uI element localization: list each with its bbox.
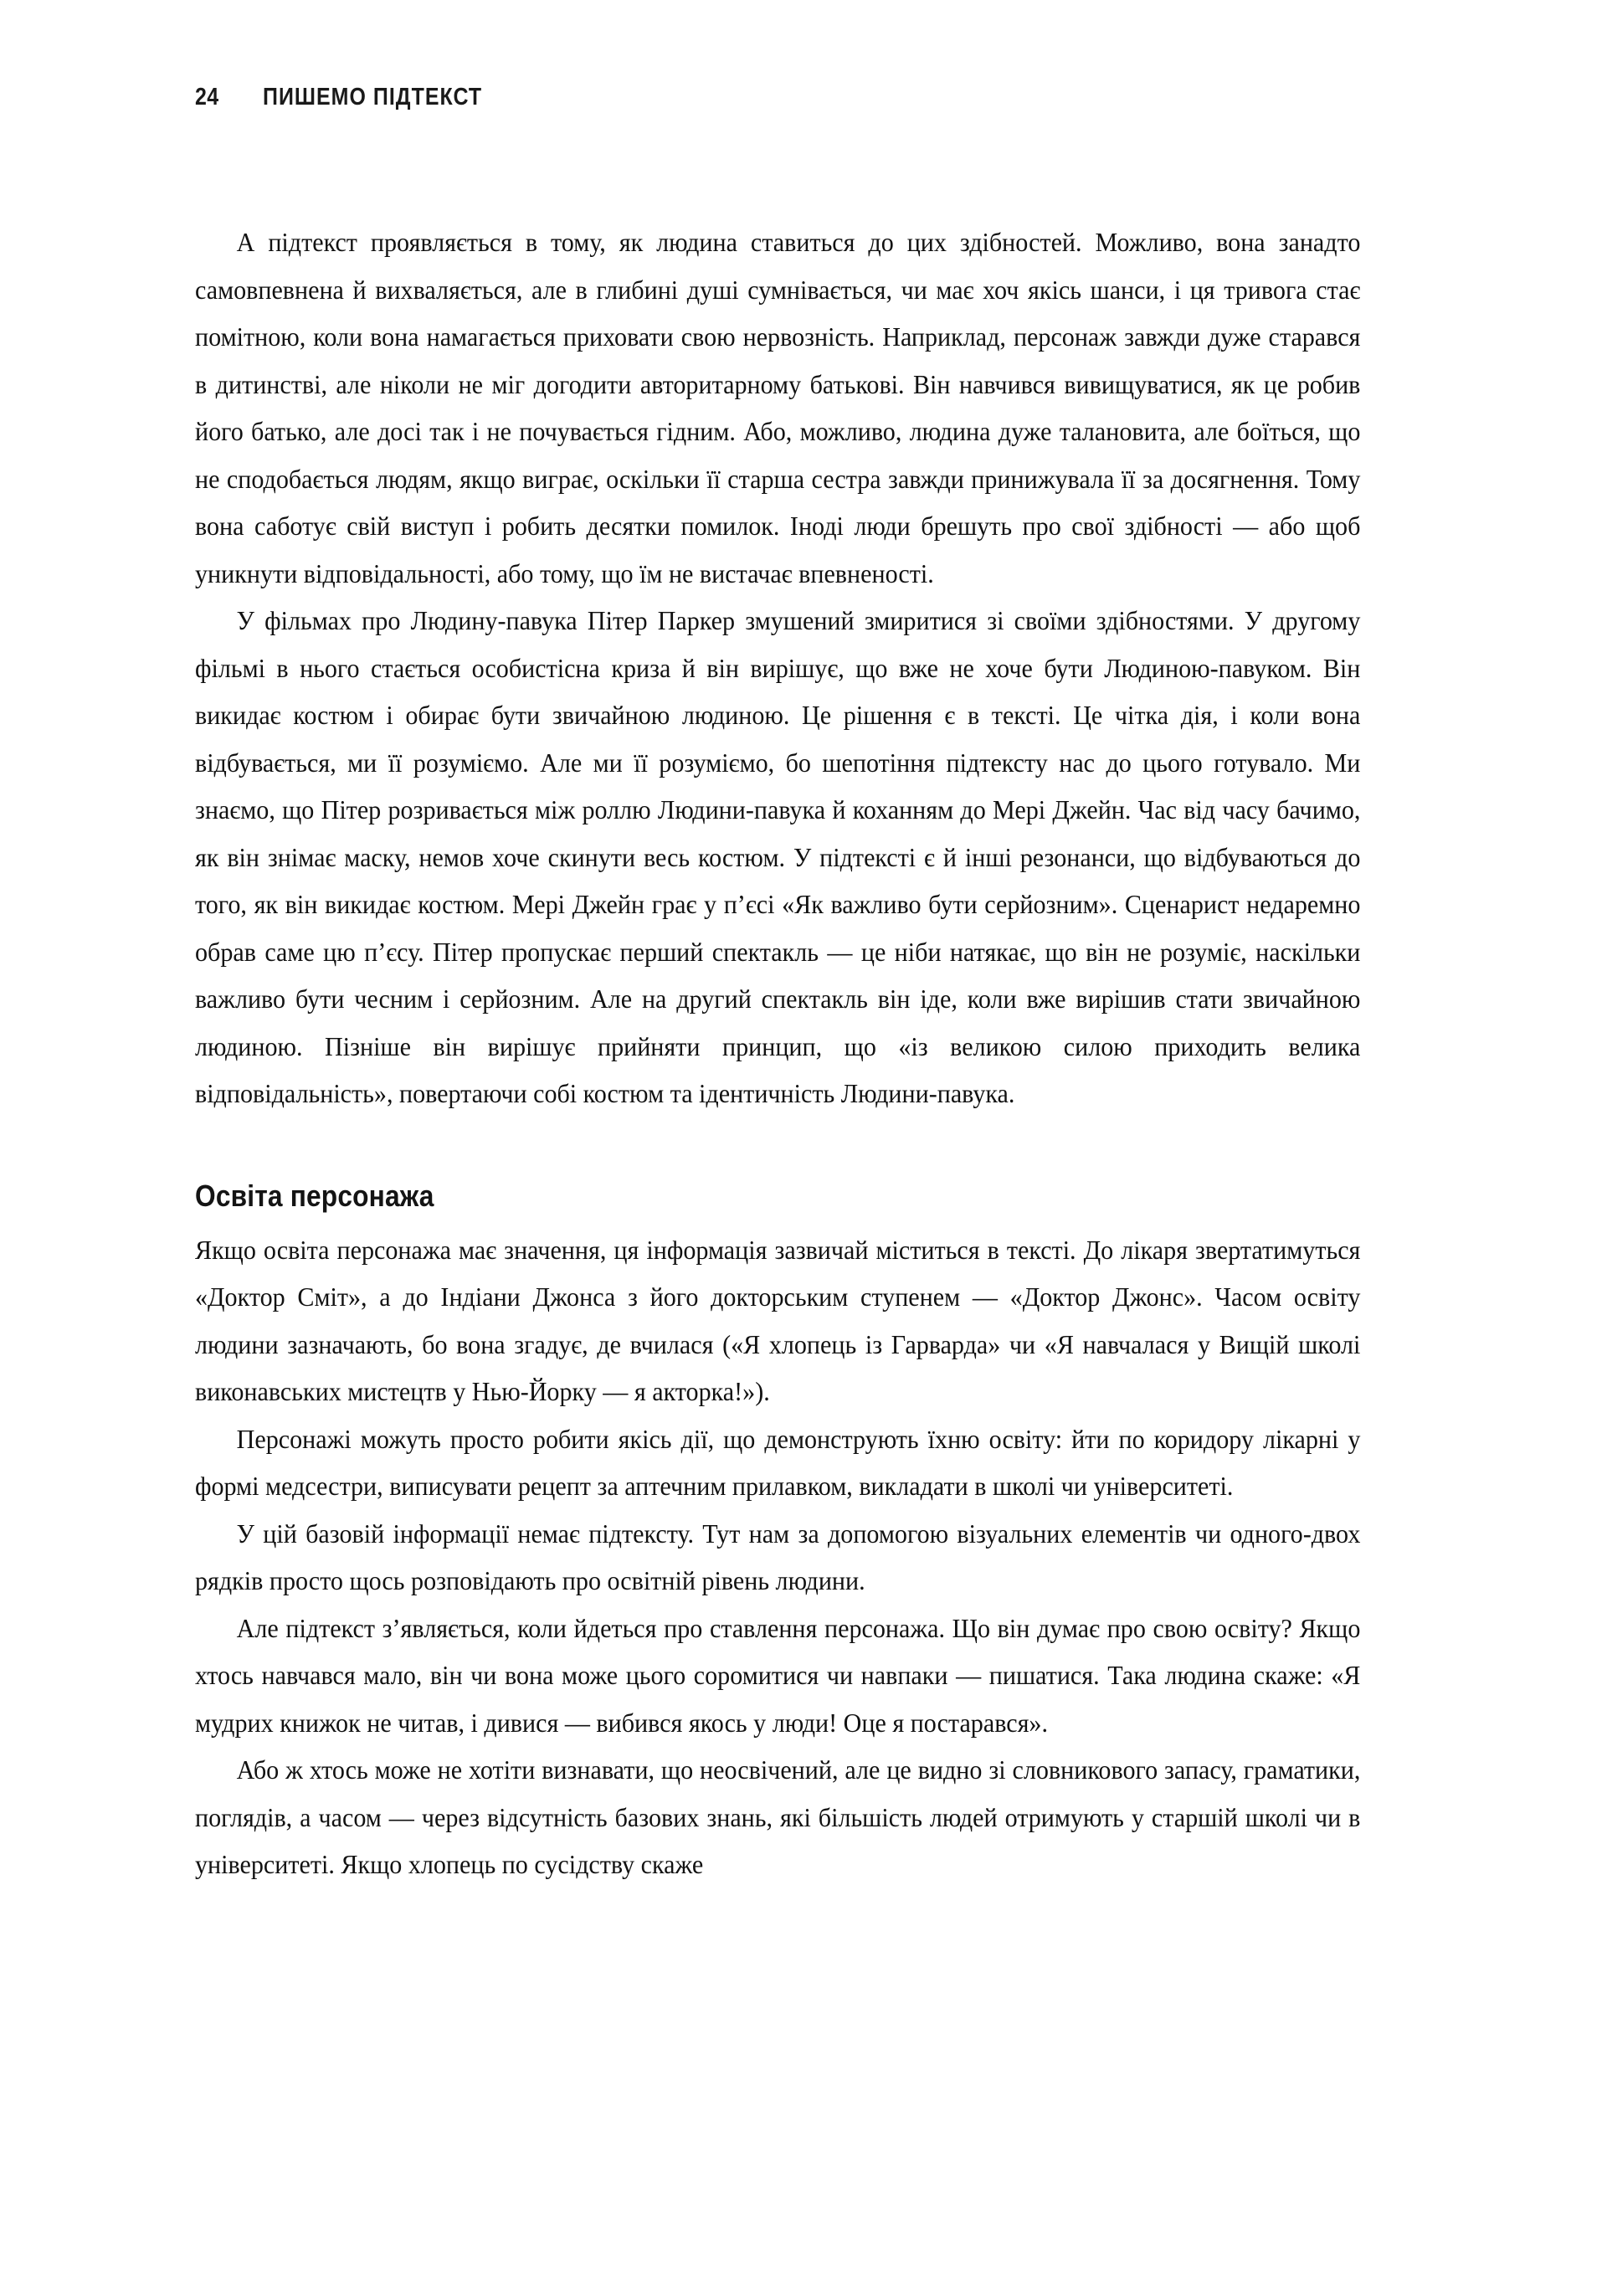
spacer [195, 1118, 1415, 1179]
body-paragraph: Але підтекст з’являється, коли йдеться про ставлення персонажа. Що він думає про свою освіту? Якщо хтось навчався мало, він чи вона може цього соромитися чи навпаки — пишатися. Така людина скаже: «Я мудрих книжок не читав, і дивися — вибився якось у люди! Оце я постарався». [195, 1613, 1361, 1738]
page-number: 24 [195, 84, 219, 110]
section-heading: Освіта персонажа [195, 1178, 434, 1213]
spacer [195, 1214, 1415, 1227]
body-paragraph: Якщо освіта персонажа має значення, ця інформація зазвичай міститься в тексті. До лікаря звертатимуться «Доктор Сміт», а до Індіани Джонса з його докторським ступенем — «Доктор Джонс». Часом освіту людини зазначають, бо вона згадує, де вчилася («Я хлопець із Гарварда» чи «Я навчалася у Вищій школі виконавських мистецтв у Нью-Йорку — я акторка!»). [195, 1235, 1361, 1406]
body-paragraph: У цій базовій інформації немає підтексту. Тут нам за допомогою візуальних елементів чи одного-двох рядків просто щось розповідають про освітній рівень людини. [195, 1518, 1361, 1595]
body-paragraph: Персонажі можуть просто робити якісь дії, що демонструють їхню освіту: йти по коридору лікарні у формі медсестри, виписувати рецепт за аптечним прилавком, викладати в школі чи університеті. [195, 1424, 1361, 1501]
body-paragraph: Або ж хтось може не хотіти визнавати, що неосвічений, але це видно зі словникового запасу, граматики, поглядів, а часом — через відсутність базових знань, які більшість людей отримують у старшій школі чи в університеті. Якщо хлопець по сусідству скаже [195, 1755, 1361, 1879]
running-head [195, 84, 518, 111]
body-paragraph: У фільмах про Людину-павука Пітер Паркер змушений змиритися зі своїми здібностями. У другому фільмі в нього стається особистісна криза й він вирішує, що вже не хоче бути Людиною-павуком. Він викидає костюм і обирає бути звичайною людиною. Це рішення є в тексті. Це чітка дія, і коли вона відбувається, ми її розуміємо. Але ми її розуміємо, бо шепотіння підтексту нас до цього готувало. Ми знаємо, що Пітер розривається між роллю Людини-павука й коханням до Мері Джейн. Час від часу бачимо, як він знімає маску, немов хоче скинути весь костюм. У підтексті є й інші резонанси, що відбуваються до того, як він викидає костюм. Мері Джейн грає у п’єсі «Як важливо бути серйозним». Сценарист недаремно обрав саме цю п’єсу. Пітер пропускає перший спектакль — це ніби натякає, що він не розуміє, наскільки важливо бути чесним і серйозним. Але на другий спектакль він іде, коли вже вирішив стати звичайною людиною. Пізніше він вирішує прийняти принцип, що «із великою силою приходить велика відповідальність», повертаючи собі костюм та ідентичність Людини-павука. [195, 606, 1361, 1108]
running-title: ПИШЕМО ПІДТЕКСТ [263, 84, 483, 110]
text-column [195, 219, 1415, 1889]
body-paragraph: А підтекст проявляється в тому, як людина ставиться до цих здібностей. Можливо, вона занадто самовпевнена й вихваляється, але в глибині душі сумнівається, чи має хоч якісь шанси, і ця тривога стає помітною, коли вона намагається приховати свою нервозність. Наприклад, персонаж завжди дуже старався в дитинстві, але ніколи не міг догодити авторитарному батькові. Він навчився вивищуватися, як це робив його батько, але досі так і не почувається гідним. Або, можливо, людина дуже талановита, але боїться, що не сподобається людям, якщо виграє, оскільки її старша сестра завжди принижувала її за досягнення. Тому вона саботує свій виступ і робить десятки помилок. Іноді люди брешуть про свої здібності — або щоб уникнути відповідальності, або тому, що їм не вистачає впевненості. [195, 228, 1361, 588]
